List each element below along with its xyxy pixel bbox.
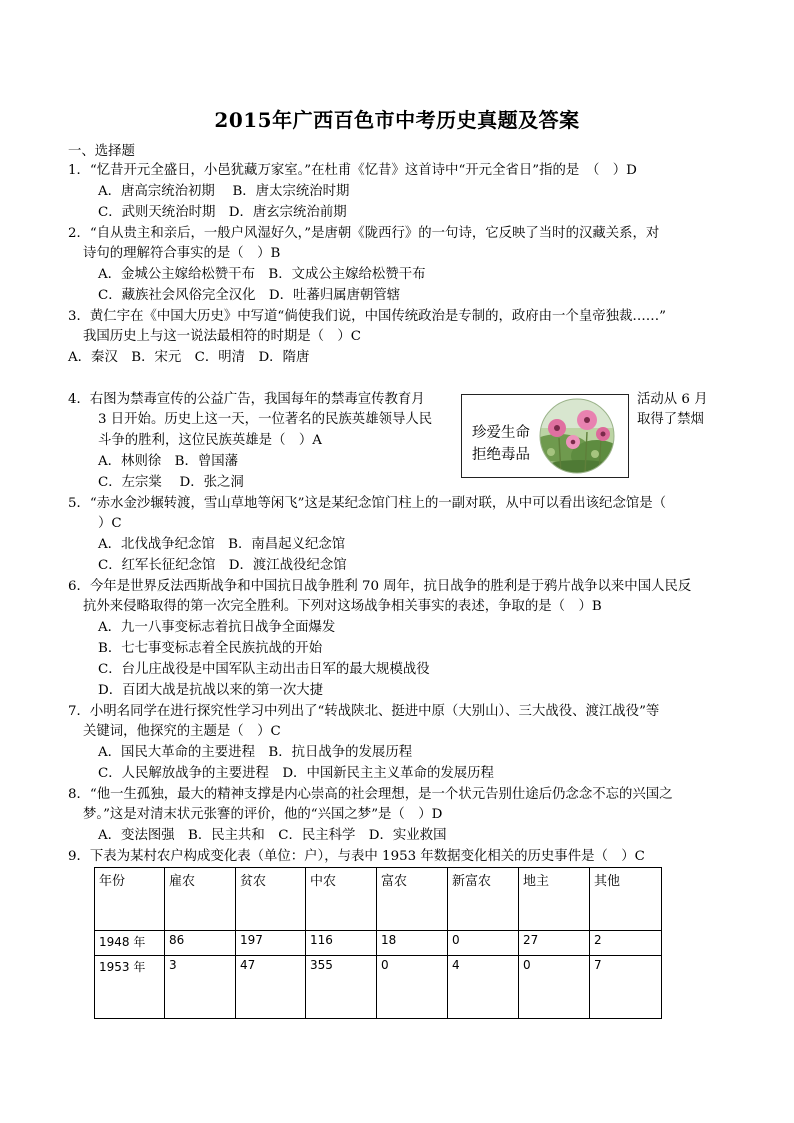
page-title: 2015年广西百色市中考历史真题及答案 [214,108,580,132]
table-header-cell: 雇农 [165,868,236,931]
question-7-options-cd: C．人民解放战争的主要进程 D．中国新民主主义革命的发展历程 [98,766,494,781]
question-4-options-ab: A．林则徐 B．曾国藩 [98,454,239,469]
poppy-flower-icon [539,398,615,474]
question-1-options-cd: C．武则天统治时期 D．唐玄宗统治前期 [98,205,347,220]
table-header-cell: 富农 [377,868,448,931]
question-3-options: A．秦汉 B．宋元 C．明清 D．隋唐 [68,350,310,365]
table-cell: 3 [165,956,236,1019]
question-3-stem-line-1: 3．黄仁宇在《中国大历史》中写道“倘使我们说，中国传统政治是专制的，政府由一个皇帝独裁……” [68,309,667,324]
table-cell: 116 [306,931,377,956]
question-6-stem-line-2: 抗外来侵略取得的第一次完全胜利。下列对这场战争相关事实的表述，争取的是（ ）B [83,599,602,614]
table-header-row [95,868,662,931]
table-header-cell: 地主 [519,868,590,931]
question-7-stem-line-1: 7．小明名同学在进行探究性学习中列出了“转战陕北、挺进中原（大别山）、三大战役、渡江战役”等 [68,704,660,719]
question-3-stem-line-2: 我国历史上与这一说法最相符的时期是（ ）C [83,329,362,344]
table-cell: 0 [519,956,590,1019]
question-4-stem-line-1: 4．右图为禁毒宣传的公益广告，我国每年的禁毒宣传教育月 [68,392,425,407]
question-4-stem-line-1-continued: 活动从 6 月 [637,392,708,407]
question-1-stem: 1．“忆昔开元全盛日，小邑犹藏万家室。”在杜甫《忆昔》这首诗中“开元全省日”指的是 （ ）D [68,163,637,178]
question-2-stem-line-2: 诗句的理解符合事实的是（ ）B [83,246,281,261]
question-9-stem: 9．下表为某村农户构成变化表（单位：户），与表中 1953 年数据变化相关的历史事件是（ ）C [68,849,645,864]
question-7-options-ab: A．国民大革命的主要进程 B．抗日战争的发展历程 [98,745,413,760]
table-cell: 197 [236,931,306,956]
table-cell: 7 [590,956,662,1019]
question-1-options-ab: A．唐高宗统治初期 B．唐太宗统治时期 [98,184,350,199]
table-header-cell: 中农 [306,868,377,931]
table-cell: 86 [165,931,236,956]
table-cell: 1948 年 [95,931,165,956]
table-cell: 1953 年 [95,956,165,1019]
table-header-cell: 新富农 [448,868,519,931]
table-cell: 18 [377,931,448,956]
table-cell: 355 [306,956,377,1019]
question-4-stem-line-3: 斗争的胜利，这位民族英雄是（ ）A [98,433,322,448]
question-6-stem-line-1: 6．今年是世界反法西斯战争和中国抗日战争胜利 70 周年，抗日战争的胜利是于鸦片战争以来中国人民反 [68,579,692,594]
question-5-options-ab: A．北伐战争纪念馆 B．南昌起义纪念馆 [98,537,346,552]
question-5-stem-line-1: 5．“赤水金沙辗转渡，雪山草地等闲飞”这是某纪念馆门柱上的一副对联，从中可以看出该纪念馆是（ [68,496,667,511]
question-5-options-cd: C．红军长征纪念馆 D．渡江战役纪念馆 [98,558,347,573]
table-cell: 4 [448,956,519,1019]
table-cell: 47 [236,956,306,1019]
household-composition-table [94,867,662,1019]
question-8-options: A．变法图强 B．民主共和 C．民主科学 D．实业救国 [98,828,447,843]
table-header-cell: 贫农 [236,868,306,931]
table-header-cell: 其他 [590,868,662,931]
table-row [95,931,662,956]
question-6-option-a: A．九一八事变标志着抗日战争全面爆发 [98,620,336,635]
table-cell: 0 [377,956,448,1019]
question-7-stem-line-2: 关键词，他探究的主题是（ ）C [83,724,281,739]
question-8-stem-line-2: 梦。”这是对清末状元张謇的评价，他的“兴国之梦”是（ ）D [83,807,443,822]
table-cell: 2 [590,931,662,956]
question-6-option-b: B．七七事变标志着全民族抗战的开始 [98,641,323,656]
question-2-stem-line-1: 2．“自从贵主和亲后，一般户风湿好久，”是唐朝《陇西行》的一句诗，它反映了当时的汉藏关系，对 [68,226,660,241]
table-cell: 27 [519,931,590,956]
question-6-option-c: C．台儿庄战役是中国军队主动出击日军的最大规模战役 [98,662,430,677]
section-heading: 一、选择题 [68,144,135,159]
question-2-options-cd: C．藏族社会风俗完全汉化 D．吐蕃归属唐朝管辖 [98,288,401,303]
poster-slogan-line-2: 拒绝毒品 [472,447,530,463]
question-5-stem-line-2: ）C [98,516,122,531]
question-6-option-d: D．百团大战是抗战以来的第一次大捷 [98,683,323,698]
table-cell: 0 [448,931,519,956]
question-8-stem-line-1: 8．“他一生孤独，最大的精神支撑是内心崇高的社会理想，是一个状元告别仕途后仍念念不忘的兴国之 [68,787,673,802]
question-2-options-ab: A．金城公主嫁给松赞干布 B．文成公主嫁给松赞干布 [98,267,426,282]
poster-slogan-line-1: 珍爱生命 [472,425,530,441]
table-row [95,956,662,1019]
question-4-stem-line-2: 3 日开始。历史上这一天，一位著名的民族英雄领导人民 [98,412,433,427]
question-4-stem-line-2-continued: 取得了禁烟 [637,412,704,427]
question-4-options-cd: C．左宗棠 D．张之洞 [98,475,244,490]
table-header-cell: 年份 [95,868,165,931]
anti-drug-poster [461,394,629,478]
